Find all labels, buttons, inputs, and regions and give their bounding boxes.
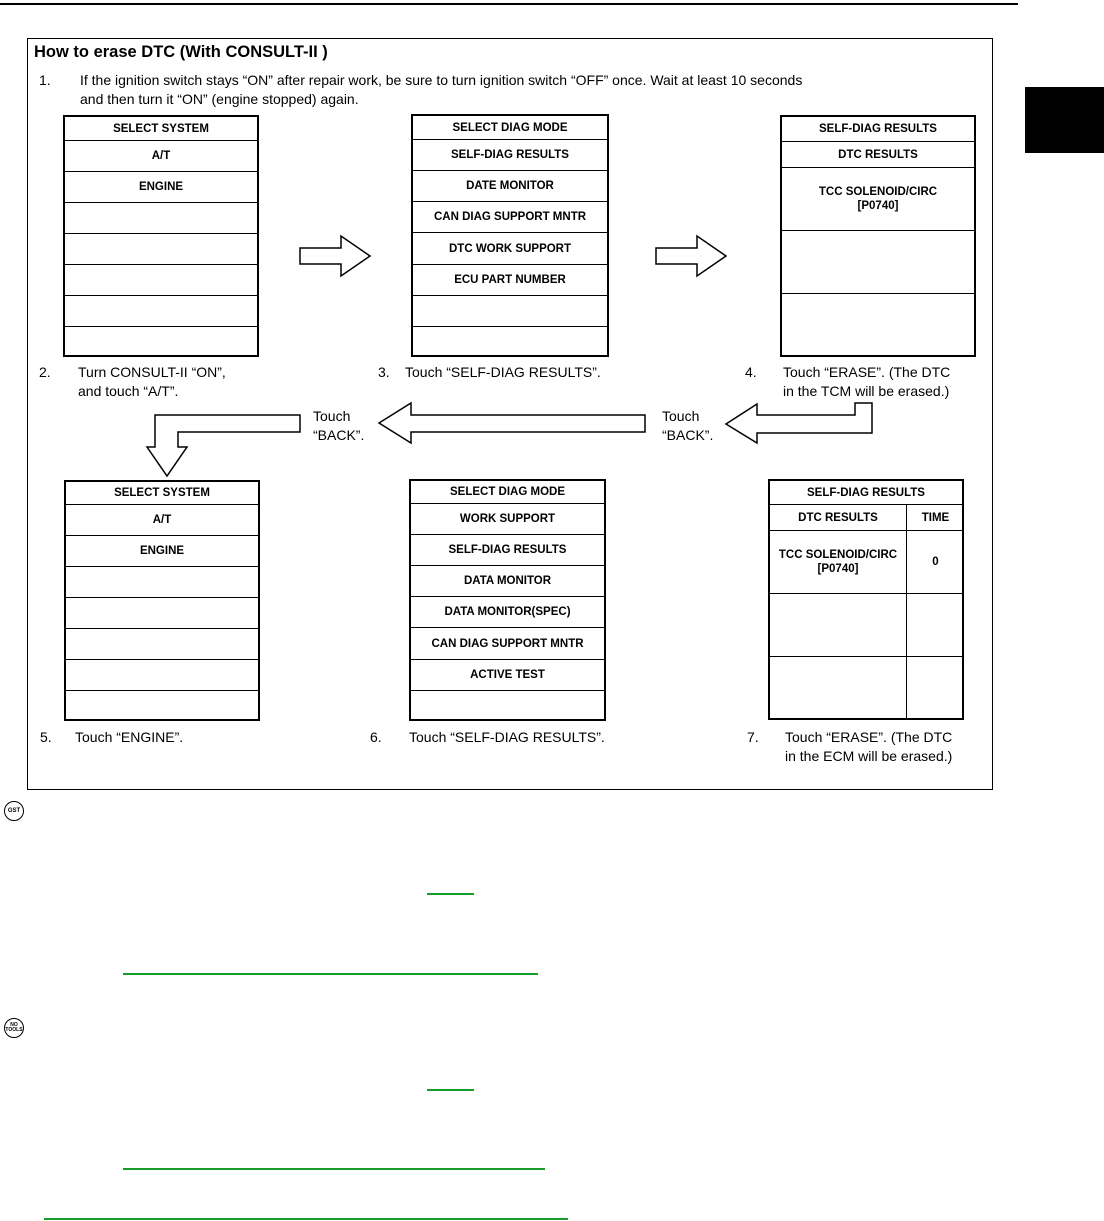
link-underline[interactable]: [427, 1089, 474, 1091]
screen-select-system-2: [64, 480, 260, 721]
menu-item-empty: [66, 629, 258, 660]
procedure-title: How to erase DTC (With CONSULT-II ): [34, 43, 328, 61]
step2-number: 2.: [39, 364, 51, 380]
dtc-time-empty: [907, 657, 964, 720]
step3-number: 3.: [378, 364, 390, 380]
dtc-entry-empty: [770, 594, 907, 657]
link-underline[interactable]: [44, 1218, 568, 1220]
link-underline[interactable]: [123, 973, 538, 975]
menu-item-active-test[interactable]: ACTIVE TEST: [411, 660, 604, 691]
back-label-left-line2: “BACK”.: [313, 427, 365, 443]
menu-item-empty: [66, 598, 258, 629]
screen-header: SELF-DIAG RESULTS: [770, 481, 962, 505]
step7-line1: Touch “ERASE”. (The DTC: [785, 729, 953, 745]
back-label-right-line1: Touch: [662, 408, 700, 424]
menu-item-empty: [66, 691, 258, 721]
menu-item-date-monitor[interactable]: DATE MONITOR: [413, 171, 607, 202]
menu-item-empty: [66, 567, 258, 598]
dtc-entry-name: TCC SOLENOID/CIRC: [818, 186, 938, 198]
menu-item-self-diag-results[interactable]: SELF-DIAG RESULTS: [413, 140, 607, 171]
step3-line1: Touch “SELF-DIAG RESULTS”.: [405, 364, 601, 380]
link-underline[interactable]: [123, 1168, 545, 1170]
dtc-entry-code: [P0740]: [817, 563, 859, 575]
dtc-results-header: DTC RESULTS: [782, 142, 974, 168]
step4-line2: in the TCM will be erased.): [783, 383, 950, 399]
step7-line2: in the ECM will be erased.): [785, 748, 953, 764]
dtc-entry-name: TCC SOLENOID/CIRC: [778, 549, 898, 561]
menu-item-at[interactable]: A/T: [65, 141, 257, 172]
menu-item-can-diag-support[interactable]: CAN DIAG SUPPORT MNTR: [413, 202, 607, 233]
menu-item-work-support[interactable]: WORK SUPPORT: [411, 504, 604, 535]
step6-line1: Touch “SELF-DIAG RESULTS”.: [409, 729, 605, 745]
screen-select-diag-mode-2: [409, 479, 606, 721]
menu-item-ecu-part-number[interactable]: ECU PART NUMBER: [413, 265, 607, 296]
menu-item-engine[interactable]: ENGINE: [65, 172, 257, 203]
arrow-right-2-3: [300, 236, 370, 276]
step7-number: 7.: [747, 729, 759, 745]
screen-header: SELECT SYSTEM: [65, 117, 257, 141]
screen-header: SELECT DIAG MODE: [411, 481, 604, 504]
step4-line1: Touch “ERASE”. (The DTC: [783, 364, 951, 380]
menu-item-can-diag-support[interactable]: CAN DIAG SUPPORT MNTR: [411, 628, 604, 660]
screen-header: SELECT DIAG MODE: [413, 116, 607, 140]
menu-item-at[interactable]: A/T: [66, 505, 258, 536]
step5-line1: Touch “ENGINE”.: [75, 729, 184, 745]
menu-item-data-monitor-spec[interactable]: DATA MONITOR(SPEC): [411, 597, 604, 628]
screen-header: SELF-DIAG RESULTS: [782, 117, 974, 142]
menu-item-self-diag-results[interactable]: SELF-DIAG RESULTS: [411, 535, 604, 566]
menu-item-empty: [411, 691, 604, 721]
arrow-right-3-4: [656, 236, 726, 276]
menu-item-engine[interactable]: ENGINE: [66, 536, 258, 567]
no-tools-icon: NO TOOLS: [4, 1018, 24, 1038]
dtc-entry: [770, 531, 907, 594]
step4-number: 4.: [745, 364, 757, 380]
step1-number: 1.: [39, 72, 51, 88]
screen-header: SELECT SYSTEM: [66, 482, 258, 505]
dtc-time-empty: [907, 594, 964, 657]
gst-icon: GST: [4, 801, 24, 821]
time-column-header: TIME: [907, 505, 964, 531]
dtc-results-column-header: DTC RESULTS: [770, 505, 907, 531]
arrow-back-middle: [379, 403, 645, 443]
step2-line1: Turn CONSULT-II “ON”,: [78, 364, 226, 380]
step5-number: 5.: [40, 729, 52, 745]
menu-item-empty: [66, 660, 258, 691]
dtc-entry-code: [P0740]: [857, 200, 899, 212]
step6-number: 6.: [370, 729, 382, 745]
menu-item-dtc-work-support[interactable]: DTC WORK SUPPORT: [413, 233, 607, 265]
back-label-right-line2: “BACK”.: [662, 427, 714, 443]
arrow-back-right: [726, 403, 872, 443]
screen-self-diag-results-2: [768, 479, 964, 720]
step1-line2: and then turn it “ON” (engine stopped) again.: [80, 91, 359, 107]
back-label-left-line1: Touch: [313, 408, 351, 424]
arrow-down-left: [147, 415, 300, 476]
dtc-entry-time: 0: [907, 531, 964, 594]
link-underline[interactable]: [427, 893, 474, 895]
step2-line2: and touch “A/T”.: [78, 383, 179, 399]
dtc-entry-empty: [770, 657, 907, 720]
menu-item-data-monitor[interactable]: DATA MONITOR: [411, 566, 604, 597]
step1-line1: If the ignition switch stays “ON” after repair work, be sure to turn ignition switch “OFF” once. Wait at least 10 seconds: [80, 72, 803, 88]
